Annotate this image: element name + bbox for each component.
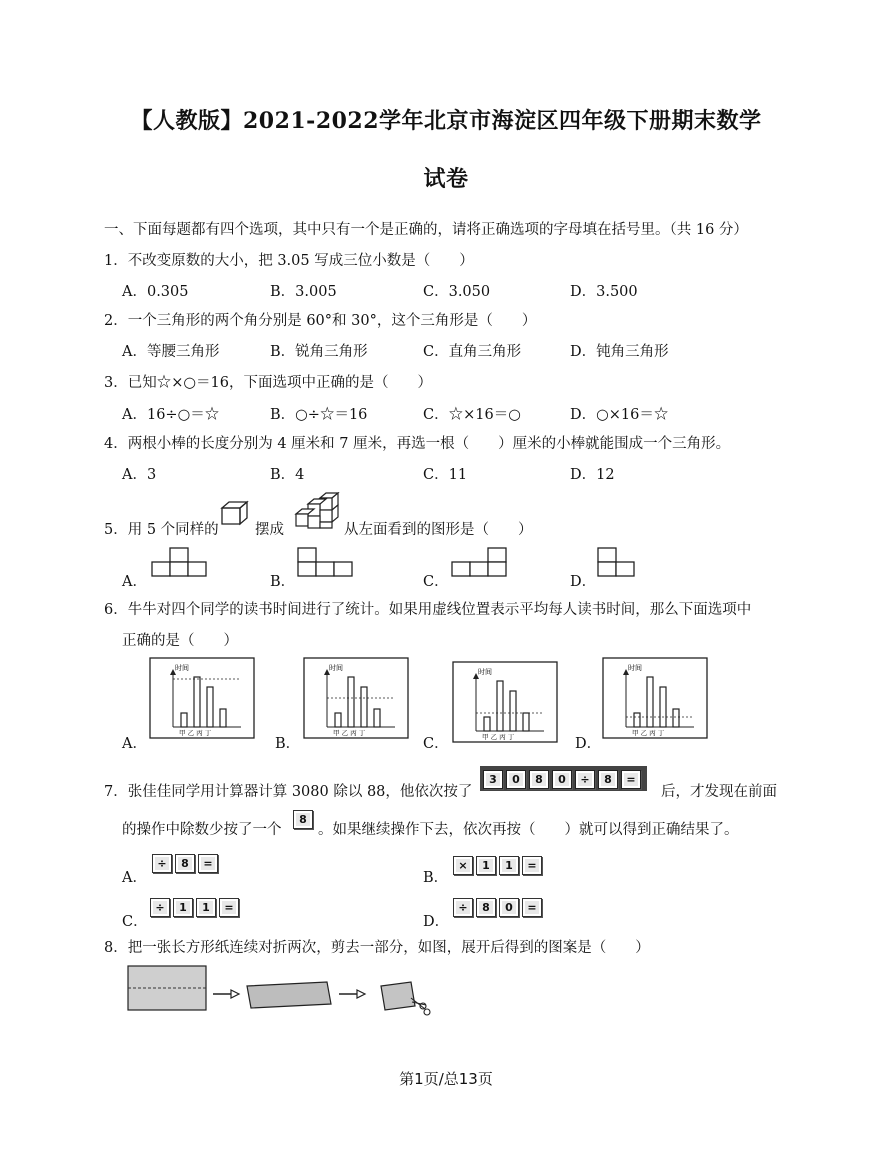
- question-4: 4．两根小棒的长度分别为 4 厘米和 7 厘米，再选一根（ ）厘米的小棒就能围成一个三角形。: [104, 436, 731, 452]
- q7-option-a-keys: [152, 852, 221, 873]
- key: 3: [483, 770, 503, 789]
- q7-option-c: C．: [122, 914, 148, 930]
- q6-chart-a: [149, 657, 255, 739]
- q5-option-c-figure: [450, 546, 510, 578]
- key: 1: [196, 898, 216, 917]
- q7-option-d-keys: [453, 896, 545, 917]
- q7-option-b-keys: [453, 854, 545, 875]
- q7-option-c-keys: [150, 896, 242, 917]
- section-heading: 一、下面每题都有四个选项，其中只有一个是正确的，请将正确选项的字母填在括号里。（共 16 分）: [104, 222, 748, 238]
- q7-missing-key: 8: [293, 810, 313, 829]
- question-6-line2: 正确的是（ ）: [122, 633, 238, 649]
- key: ×: [453, 856, 473, 875]
- q2-option-c: C．直角三角形: [423, 344, 522, 360]
- key: =: [198, 854, 218, 873]
- q6-chart-d-categories: 甲 乙 丙 丁: [632, 729, 665, 737]
- q6-chart-c-axis-label: 时间: [478, 668, 492, 676]
- q6-chart-d-axis-label: 时间: [628, 664, 642, 672]
- question-6-line1: 6．牛牛对四个同学的读书时间进行了统计。如果用虚线位置表示平均每人读书时间，那么下面选项中: [104, 602, 752, 618]
- question-7-part3: 的操作中除数少按了一个: [122, 822, 282, 838]
- q5-option-a-figure: [150, 546, 210, 578]
- q7-key-sequence: [480, 766, 647, 791]
- q1-option-d: D．3.500: [570, 284, 638, 300]
- key: 0: [499, 898, 519, 917]
- key: =: [522, 898, 542, 917]
- key: ÷: [575, 770, 595, 789]
- q6-chart-c: [452, 661, 558, 743]
- key: 0: [506, 770, 526, 789]
- q6-chart-d: [602, 657, 708, 739]
- q1-option-c: C．3.050: [423, 284, 491, 300]
- page-title-line2: 试卷: [423, 166, 469, 192]
- q3-option-a: A．16÷○＝☆: [122, 407, 220, 423]
- q2-option-d: D．钝角三角形: [570, 344, 669, 360]
- key: =: [621, 770, 641, 789]
- q7-option-d: D．: [423, 914, 450, 930]
- key: 8: [598, 770, 618, 789]
- q6-chart-b: [303, 657, 409, 739]
- key: 1: [173, 898, 193, 917]
- key: ÷: [152, 854, 172, 873]
- q2-option-a: A．等腰三角形: [122, 344, 220, 360]
- question-5-part3: 从左面看到的图形是（ ）: [344, 522, 533, 538]
- arrow-right-icon: [213, 990, 239, 998]
- key: 8: [476, 898, 496, 917]
- q6-option-c: C．: [423, 736, 449, 752]
- q1-option-a: A．0.305: [122, 284, 189, 300]
- question-8: 8．把一张长方形纸连续对折两次，剪去一部分，如图，展开后得到的图案是（ ）: [104, 940, 650, 956]
- q6-chart-b-axis-label: 时间: [329, 664, 343, 672]
- page-number: 第1页/总13页: [399, 1070, 493, 1088]
- q6-chart-a-axis-label: 时间: [175, 664, 189, 672]
- q6-option-b: B．: [275, 736, 301, 752]
- question-1: 1．不改变原数的大小，把 3.05 写成三位小数是（ ）: [104, 253, 474, 269]
- q6-chart-b-categories: 甲 乙 丙 丁: [333, 729, 366, 737]
- single-cube-figure: [220, 500, 250, 526]
- key: 8: [175, 854, 195, 873]
- q6-chart-c-categories: 甲 乙 丙 丁: [482, 733, 515, 741]
- key: =: [522, 856, 542, 875]
- key: 1: [499, 856, 519, 875]
- key: ÷: [150, 898, 170, 917]
- q5-option-a: A．: [122, 574, 147, 590]
- q6-option-a: A．: [122, 736, 147, 752]
- question-5-part1: 5．用 5 个同样的: [104, 522, 219, 538]
- q5-option-c: C．: [423, 574, 449, 590]
- q6-chart-a-categories: 甲 乙 丙 丁: [179, 729, 212, 737]
- q5-option-b: B．: [270, 574, 296, 590]
- key: 1: [476, 856, 496, 875]
- q3-option-c: C．☆×16＝○: [423, 407, 521, 423]
- key: ÷: [453, 898, 473, 917]
- stacked-cubes-figure: [290, 492, 342, 532]
- q4-option-a: A．3: [122, 467, 157, 483]
- paper-folding-diagram: [127, 962, 447, 1018]
- q3-option-d: D．○×16＝☆: [570, 407, 669, 423]
- key: 8: [529, 770, 549, 789]
- page-title: 【人教版】2021-2022学年北京市海淀区四年级下册期末数学: [130, 108, 762, 134]
- question-7-part2: 后，才发现在前面: [661, 784, 777, 800]
- key: =: [219, 898, 239, 917]
- q1-option-b: B．3.005: [270, 284, 337, 300]
- q2-option-b: B．锐角三角形: [270, 344, 368, 360]
- q5-option-d: D．: [570, 574, 597, 590]
- question-7-part1: 7．张佳佳同学用计算器计算 3080 除以 88，他依次按了: [104, 784, 473, 800]
- q4-option-d: D．12: [570, 467, 615, 483]
- key: 0: [552, 770, 572, 789]
- question-5-part2: 摆成: [255, 522, 284, 538]
- q4-option-c: C．11: [423, 467, 468, 483]
- q5-option-d-figure: [596, 546, 638, 578]
- question-3: 3．已知☆×○＝16，下面选项中正确的是（ ）: [104, 375, 432, 391]
- question-2: 2．一个三角形的两个角分别是 60°和 30°，这个三角形是（ ）: [104, 313, 537, 329]
- q3-option-b: B．○÷☆＝16: [270, 407, 368, 423]
- q7-option-a: A．: [122, 870, 147, 886]
- question-7-part4: 。如果继续操作下去，依次再按（ ）就可以得到正确结果了。: [318, 822, 739, 838]
- q4-option-b: B．4: [270, 467, 305, 483]
- arrow-right-icon: [339, 990, 365, 998]
- q5-option-b-figure: [296, 546, 356, 578]
- q7-option-b: B．: [423, 870, 449, 886]
- q6-option-d: D．: [575, 736, 602, 752]
